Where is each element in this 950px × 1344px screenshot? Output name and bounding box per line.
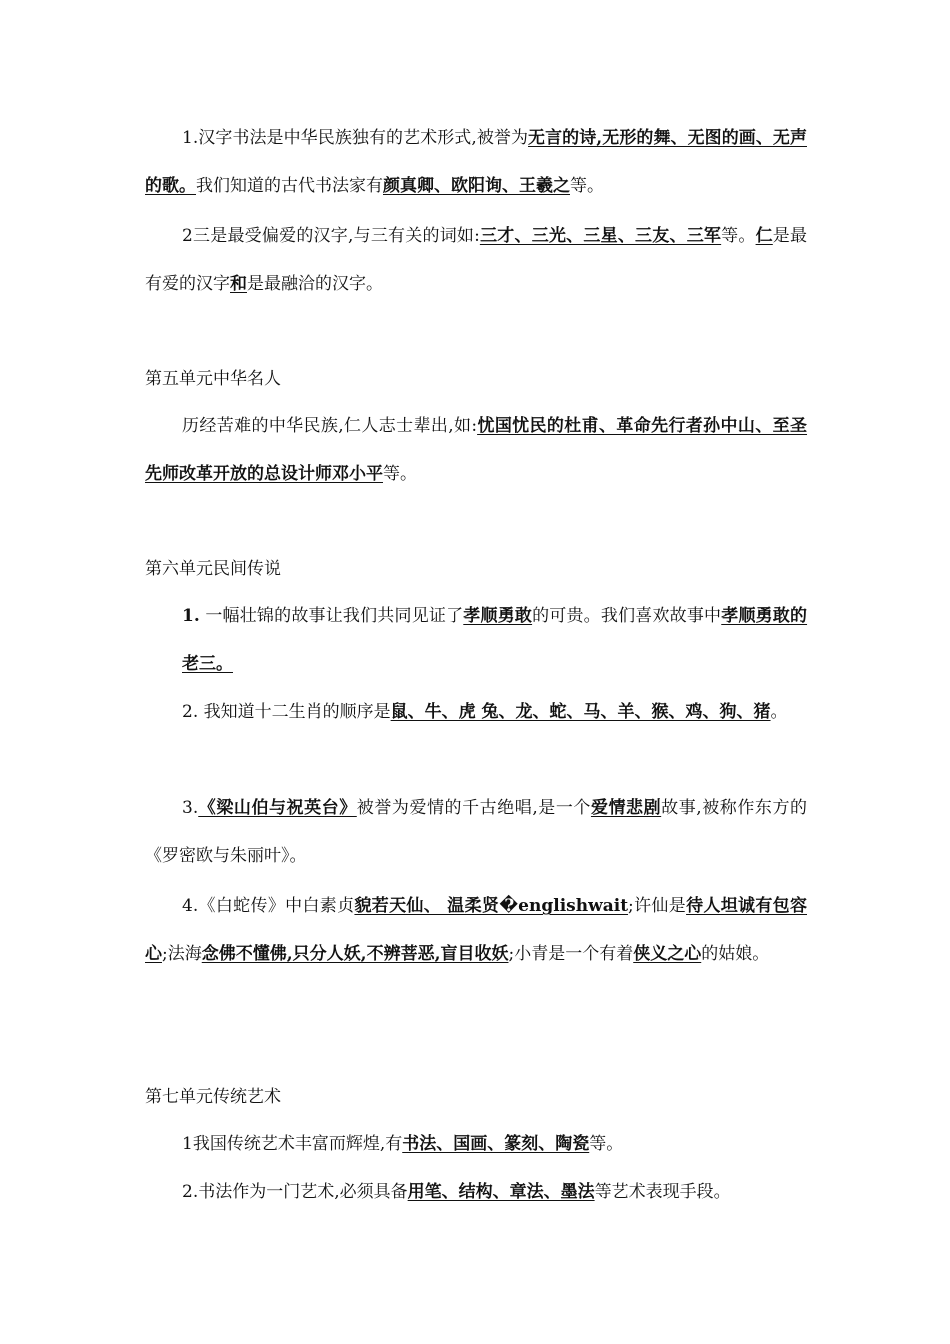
highlight: 《梁山伯与祝英台》: [198, 798, 357, 818]
highlight: 颜真卿、欧阳询、王羲之: [383, 176, 570, 196]
paragraph-three: [145, 212, 807, 308]
highlight: 忧国忧民的杜甫、革命先行者孙中山、至圣先师改革开放的总设计师邓小平: [145, 416, 808, 484]
paragraph-calligraphy-means: [145, 1168, 807, 1216]
highlight: 书法、国画、篆刻、陶瓷: [402, 1134, 590, 1154]
text: 1.汉字书法是中华民族独有的艺术形式,被誉为: [182, 128, 529, 148]
text: 等。: [589, 1134, 624, 1154]
highlight: 无言的诗,无形的舞、无图的画、无声的歌。: [145, 128, 807, 196]
highlight: 孝顺勇敢: [463, 606, 533, 626]
text: 2.书法作为一门艺术,必须具备: [182, 1182, 408, 1202]
highlight: 三才、三光、三星、三友、三军: [479, 226, 722, 246]
text: 等。: [383, 464, 417, 484]
text: ;小青是一个有着: [508, 944, 634, 964]
text: 被誉为爱情的千古绝唱,是一个: [356, 798, 591, 818]
highlight: 貌若天仙、 温柔贤�englishwait: [354, 896, 629, 916]
paragraph-calligraphy: [145, 114, 807, 210]
text: 故事,被称作东方的《罗密欧与朱丽叶》。: [145, 798, 808, 866]
paragraph-zodiac: [182, 688, 807, 736]
text: 2三是最受偏爱的汉字,与三有关的词如:: [182, 226, 480, 246]
text: ;法海: [162, 944, 202, 964]
text: 1我国传统艺术丰富而辉煌,有: [182, 1134, 403, 1154]
paragraph-famous-people: [145, 402, 807, 498]
paragraph-traditional-arts: [145, 1120, 807, 1168]
text: 是最融洽的汉字。: [247, 274, 383, 294]
highlight: 用笔、结构、章法、墨法: [407, 1182, 595, 1202]
highlight: 念佛不懂佛,只分人妖,不辨菩恶,盲目收妖: [201, 944, 509, 964]
text: 。: [770, 702, 788, 722]
highlight: 爱情悲剧: [590, 798, 662, 818]
highlight: 仁: [755, 226, 773, 246]
section-title-unit5: 第五单元中华名人: [145, 369, 281, 389]
highlight: 侠义之心: [633, 944, 702, 964]
text: 2. 我知道十二生肖的顺序是: [182, 702, 391, 722]
text: ;许仙是: [628, 896, 687, 916]
text: 等。: [570, 176, 604, 196]
paragraph-white-snake: [145, 882, 807, 978]
highlight: 鼠、牛、虎 兔、龙、蛇、马、羊、猴、鸡、狗、猪: [390, 702, 771, 722]
highlight: 和: [230, 274, 247, 294]
text: 一幅壮锦的故事让我们共同见证了: [199, 606, 464, 626]
text: 4.《白蛇传》中白素贞: [182, 896, 355, 916]
paragraph-zhuangjin: [182, 592, 807, 688]
text: 3.: [182, 798, 199, 818]
highlight: 孝顺勇敢的老三。: [182, 606, 808, 674]
highlight: 待人坦诚有包容心: [145, 896, 807, 964]
section-title-unit7: 第七单元传统艺术: [145, 1087, 281, 1107]
text: 的姑娘。: [701, 944, 770, 964]
text: 我们知道的古代书法家有: [196, 176, 383, 196]
text: 是最有爱的汉字: [145, 226, 808, 294]
text: 历经苦难的中华民族,仁人志士辈出,如:: [182, 416, 478, 436]
paragraph-butterfly-lovers: [145, 784, 807, 880]
text: 等。: [721, 226, 756, 246]
section-title-unit6: 第六单元民间传说: [145, 559, 281, 579]
text: 等艺术表现手段。: [594, 1182, 731, 1202]
text: 的可贵。我们喜欢故事中: [532, 606, 722, 626]
item-number: 1.: [182, 606, 200, 626]
